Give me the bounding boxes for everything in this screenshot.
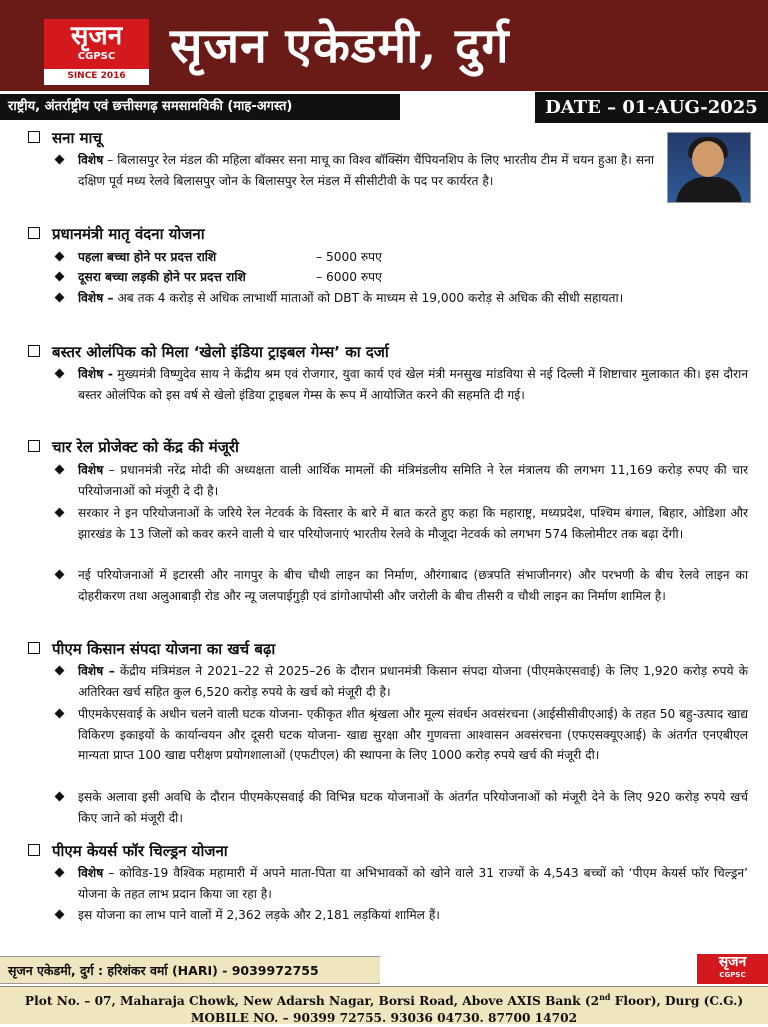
checkbox-icon (28, 131, 40, 143)
logo-sub: CGPSC (77, 51, 116, 62)
bullet-item: विशेष – बिलासपुर रेल मंडल की महिला बॉक्सर सना माचू का विश्व बॉक्सिंग चैंपियनशिप के लिए भारतीय टीम में चयन हुआ है। सना दक्षिण पूर्व मध्य रेलवे बिलासपुर जोन के बिलासपुर रेल मंडल में सीसीटीवी के पद पर कार्यरत है। (56, 150, 654, 191)
diamond-bullet-icon (55, 369, 65, 379)
diamond-bullet-icon (55, 272, 65, 282)
section-title-sana-machu: सना माचू (28, 128, 102, 148)
diamond-bullet-icon (55, 293, 65, 303)
boxer-photo (667, 132, 751, 203)
checkbox-icon (28, 440, 40, 452)
diamond-bullet-icon (55, 709, 65, 719)
footer-address (0, 986, 768, 1024)
address-line: Plot No. – 07, Maharaja Chowk, New Adarsh Nagar, Borsi Road, Above AXIS Bank (2nd Floor), Durg (C.G.) (24, 992, 744, 1009)
section-title-kisan-sampada: पीएम किसान संपदा योजना का खर्च बढ़ा (28, 639, 275, 659)
bullet-item: पीएमकेएसवाई के अधीन चलने वाली घटक योजना- एकीकृत शीत श्रृंखला और मूल्य संवर्धन अवसंरचना (आईसीसीवीएआई) के तहत 50 बहु-उत्पाद खाद्य विकिरण इकाइयों के कार्यान्वयन और दूसरी घटक योजना- खाद्य सुरक्षा और गुणवत्ता आश्वासन अवसंरचना (एफएसक्यूएआई) के अंतर्गत एनएबीएल मान्यता प्राप्त 100 खाद्य परीक्षण प्रयोगशालाओं (एफटीएल) की स्थापना के लिए 1000 करोड़ रुपये खर्च की मंजूरी दी। (56, 704, 748, 766)
diamond-bullet-icon (55, 508, 65, 518)
diamond-bullet-icon (55, 868, 65, 878)
section-title-pm-cares: पीएम केयर्स फॉर चिल्ड्रन योजना (28, 841, 228, 861)
bullet-item: विशेष – केंद्रीय मंत्रिमंडल ने 2021–22 से 2025–26 के दौरान प्रधानमंत्री किसान संपदा योजना (पीएमकेएसवाई) के लिए 1,920 करोड़ रुपये के अतिरिक्त खर्च सहित कुल 6,520 करोड़ रुपये के खर्च को मंजूरी दी है। (56, 661, 748, 702)
diamond-bullet-icon (55, 666, 65, 676)
bullet-item: इस योजना का लाभ पाने वालों में 2,362 लड़के और 2,181 लड़कियां शामिल हैं। (56, 905, 748, 926)
bullet-item: विशेष – कोविड-19 वैश्विक महामारी में अपने माता-पिता या अभिभावकों को खोने वाले 31 राज्यों के 4,543 बच्चों को ‘पीएम केयर्स फॉर चिल्ड्रन’ योजना के तहत लाभ प्रदान किया जा रहा है। (56, 863, 748, 904)
main-content (0, 124, 768, 950)
diamond-bullet-icon (55, 252, 65, 262)
date-badge: DATE – 01-AUG-2025 (535, 92, 768, 123)
footer-logo: सृजन CGPSC (697, 954, 768, 984)
bullet-item: विशेष - मुख्यमंत्री विष्णुदेव साय ने केंद्रीय श्रम एवं रोजगार, युवा कार्य एवं खेल मंत्री मनसुख मांडविया से नई दिल्ली में शिष्टाचार मुलाकात की। इस दौरान बस्तर ओलंपिक को इस वर्ष से खेलो इंडिया ट्राइबल गेम्स के रूप में आयोजित करने की सहमति दी गई। (56, 364, 748, 405)
diamond-bullet-icon (55, 570, 65, 580)
checkbox-icon (28, 227, 40, 239)
section-title-bastar-olympic: बस्तर ओलंपिक को मिला ‘खेलो इंडिया ट्राइबल गेम्स’ का दर्जा (28, 342, 389, 362)
logo-name: सृजन (70, 21, 123, 51)
bullet-item: नई परियोजनाओं में इटारसी और नागपुर के बीच चौथी लाइन का निर्माण, औरंगाबाद (छत्रपति संभाजीनगर) और परभणी के बीच रेलवे लाइन का दोहरीकरण तथा अलुआबाड़ी रोड और न्यू जलपाईगुड़ी एवं डांगोआपोसी और जरोली के बीच तीसरी व चौथी लाइन का निर्माण शामिल है। (56, 565, 748, 606)
checkbox-icon (28, 345, 40, 357)
bullet-item: इसके अलावा इसी अवधि के दौरान पीएमकेएसवाई की विभिन्न घटक योजनाओं के अंतर्गत परियोजनाओं को मंजूरी देने के लिए 920 करोड़ रुपये खर्च किए जाने को मंजूरी दी। (56, 787, 748, 828)
diamond-bullet-icon (55, 465, 65, 475)
logo-since: SINCE 2016 (67, 71, 126, 81)
checkbox-icon (28, 642, 40, 654)
bullet-item: सरकार ने इन परियोजनाओं के जरिये रेल नेटवर्क के विस्तार के बारे में बात करते हुए कहा कि महाराष्ट्र, मध्यप्रदेश, पश्चिम बंगाल, बिहार, ओडिशा और झारखंड के 13 जिलों को कवर करने वाली ये चार परियोजनाएं भारतीय रेलवे के मौजूदा नेटवर्क को लगभग 574 किलोमीटर तक बढ़ा देंगी। (56, 503, 748, 544)
academy-logo (44, 19, 149, 85)
diamond-bullet-icon (55, 910, 65, 920)
mobile-line: MOBILE NO. – 90399 72755. 93036 04730. 87700 14702 (190, 1011, 578, 1026)
header-banner (0, 0, 768, 91)
bullet-item: विशेष – अब तक 4 करोड़ से अधिक लाभार्थी माताओं को DBT के माध्यम से 19,000 करोड़ से अधिक की सीधी सहायता। (56, 288, 748, 309)
diamond-bullet-icon (55, 792, 65, 802)
diamond-bullet-icon (55, 155, 65, 165)
checkbox-icon (28, 844, 40, 856)
amount-row: दूसरा बच्चा लड़की होने पर प्रदत्त राशि – 6000 रुपए (56, 267, 382, 287)
section-title-rail-projects: चार रेल प्रोजेक्ट को केंद्र की मंजूरी (28, 437, 239, 457)
amount-row: पहला बच्चा होने पर प्रदत्त राशि – 5000 रुपए (56, 247, 382, 267)
section-title-matru-vandana: प्रधानमंत्री मातृ वंदना योजना (28, 224, 205, 244)
subtitle: राष्ट्रीय, अंतर्राष्ट्रीय एवं छत्तीसगढ़ समसामयिकी (माह-अगस्त) (0, 94, 400, 120)
bullet-item: विशेष – प्रधानमंत्री नरेंद्र मोदी की अध्यक्षता वाली आर्थिक मामलों की मंत्रिमंडलीय समिति ने रेल मंत्रालय की लगभग 11,169 करोड़ रुपए की चार परियोजनाओं को मंजूरी दे दी है। (56, 460, 748, 501)
footer-contact: सृजन एकेडमी, दुर्ग : हरिशंकर वर्मा (HARI) - 9039972755 (0, 956, 380, 984)
site-title: सृजन एकेडमी, दुर्ग (170, 18, 510, 74)
